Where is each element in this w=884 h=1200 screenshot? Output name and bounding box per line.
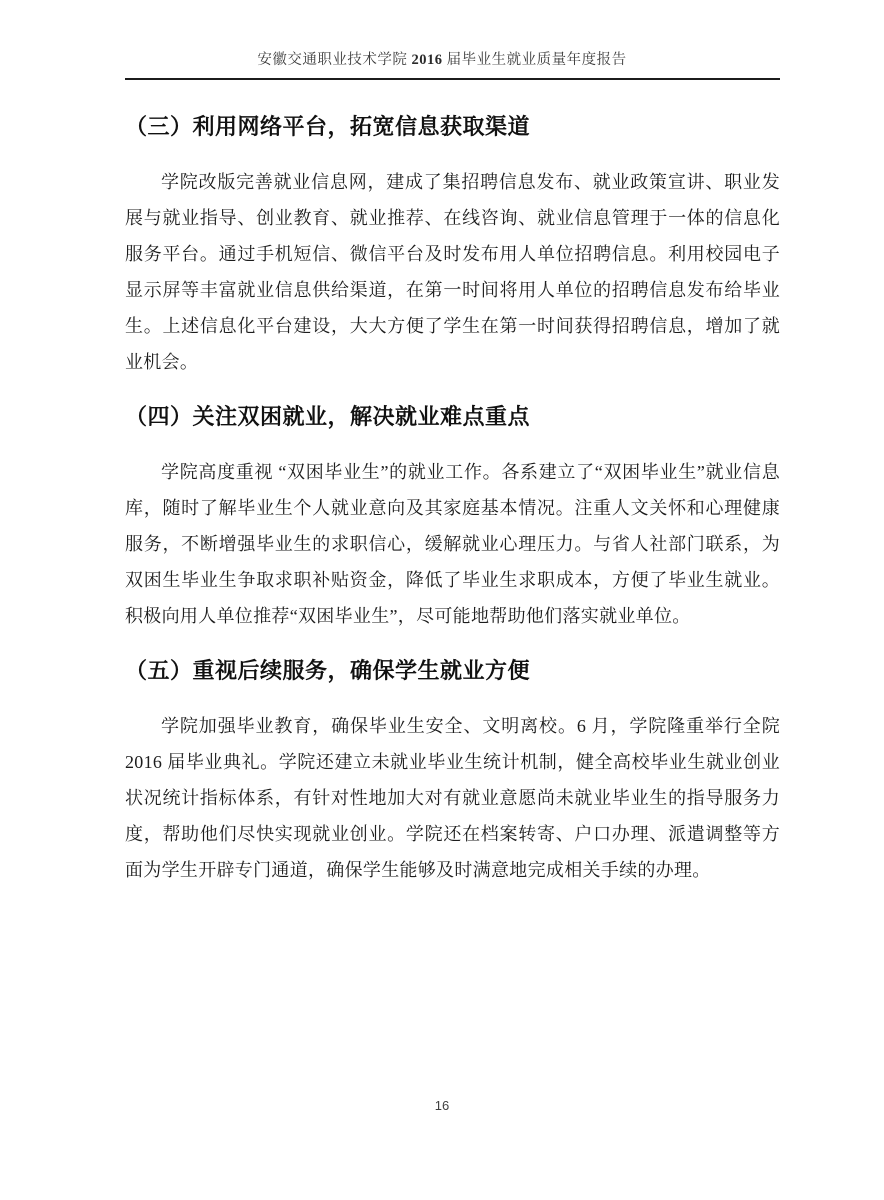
section-5-heading: （五）重视后续服务，确保学生就业方便 — [125, 658, 531, 683]
section-4 — [125, 402, 780, 634]
section-4-heading: （四）关注双困就业，解决就业难点重点 — [125, 404, 531, 429]
section-5 — [125, 656, 780, 888]
document-content — [0, 112, 884, 888]
section-5-paragraph: 学院加强毕业教育，确保毕业生安全、文明离校。6 月，学院隆重举行全院 2016 届毕业典礼。学院还建立未就业毕业生统计机制，健全高校毕业生就业创业状况统计指标体系，有针对性地加大对有就业意愿尚未就业毕业生的指导服务力度，帮助他们尽快实现就业创业。学院还在档案转寄、户口办理、派遣调整等方面为学生开辟专门通道，确保学生能够及时满意地完成相关手续的办理。 — [125, 716, 780, 880]
section-4-paragraph: 学院高度重视 “双困毕业生”的就业工作。各系建立了“双困毕业生”就业信息库，随时了解毕业生个人就业意向及其家庭基本情况。注重人文关怀和心理健康服务，不断增强毕业生的求职信心，缓解就业心理压力。与省人社部门联系，为双困生毕业生争取求职补贴资金，降低了毕业生求职成本，方便了毕业生就业。积极向用人单位推荐“双困毕业生”，尽可能地帮助他们落实就业单位。 — [125, 462, 780, 626]
section-3-paragraph: 学院改版完善就业信息网，建成了集招聘信息发布、就业政策宣讲、职业发展与就业指导、创业教育、就业推荐、在线咨询、就业信息管理于一体的信息化服务平台。通过手机短信、微信平台及时发布用人单位招聘信息。利用校园电子显示屏等丰富就业信息供给渠道，在第一时间将用人单位的招聘信息发布给毕业生。上述信息化平台建设，大大方便了学生在第一时间获得招聘信息，增加了就业机会。 — [125, 172, 780, 372]
section-3 — [125, 112, 780, 380]
running-header-year: 2016 — [411, 52, 443, 68]
running-header — [0, 0, 884, 70]
running-header-suffix: 届毕业生就业质量年度报告 — [442, 52, 627, 68]
page-number: 16 — [434, 1098, 450, 1113]
section-3-heading: （三）利用网络平台，拓宽信息获取渠道 — [125, 114, 531, 139]
running-header-prefix: 安徽交通职业技术学院 — [257, 52, 412, 68]
header-rule — [125, 78, 780, 80]
